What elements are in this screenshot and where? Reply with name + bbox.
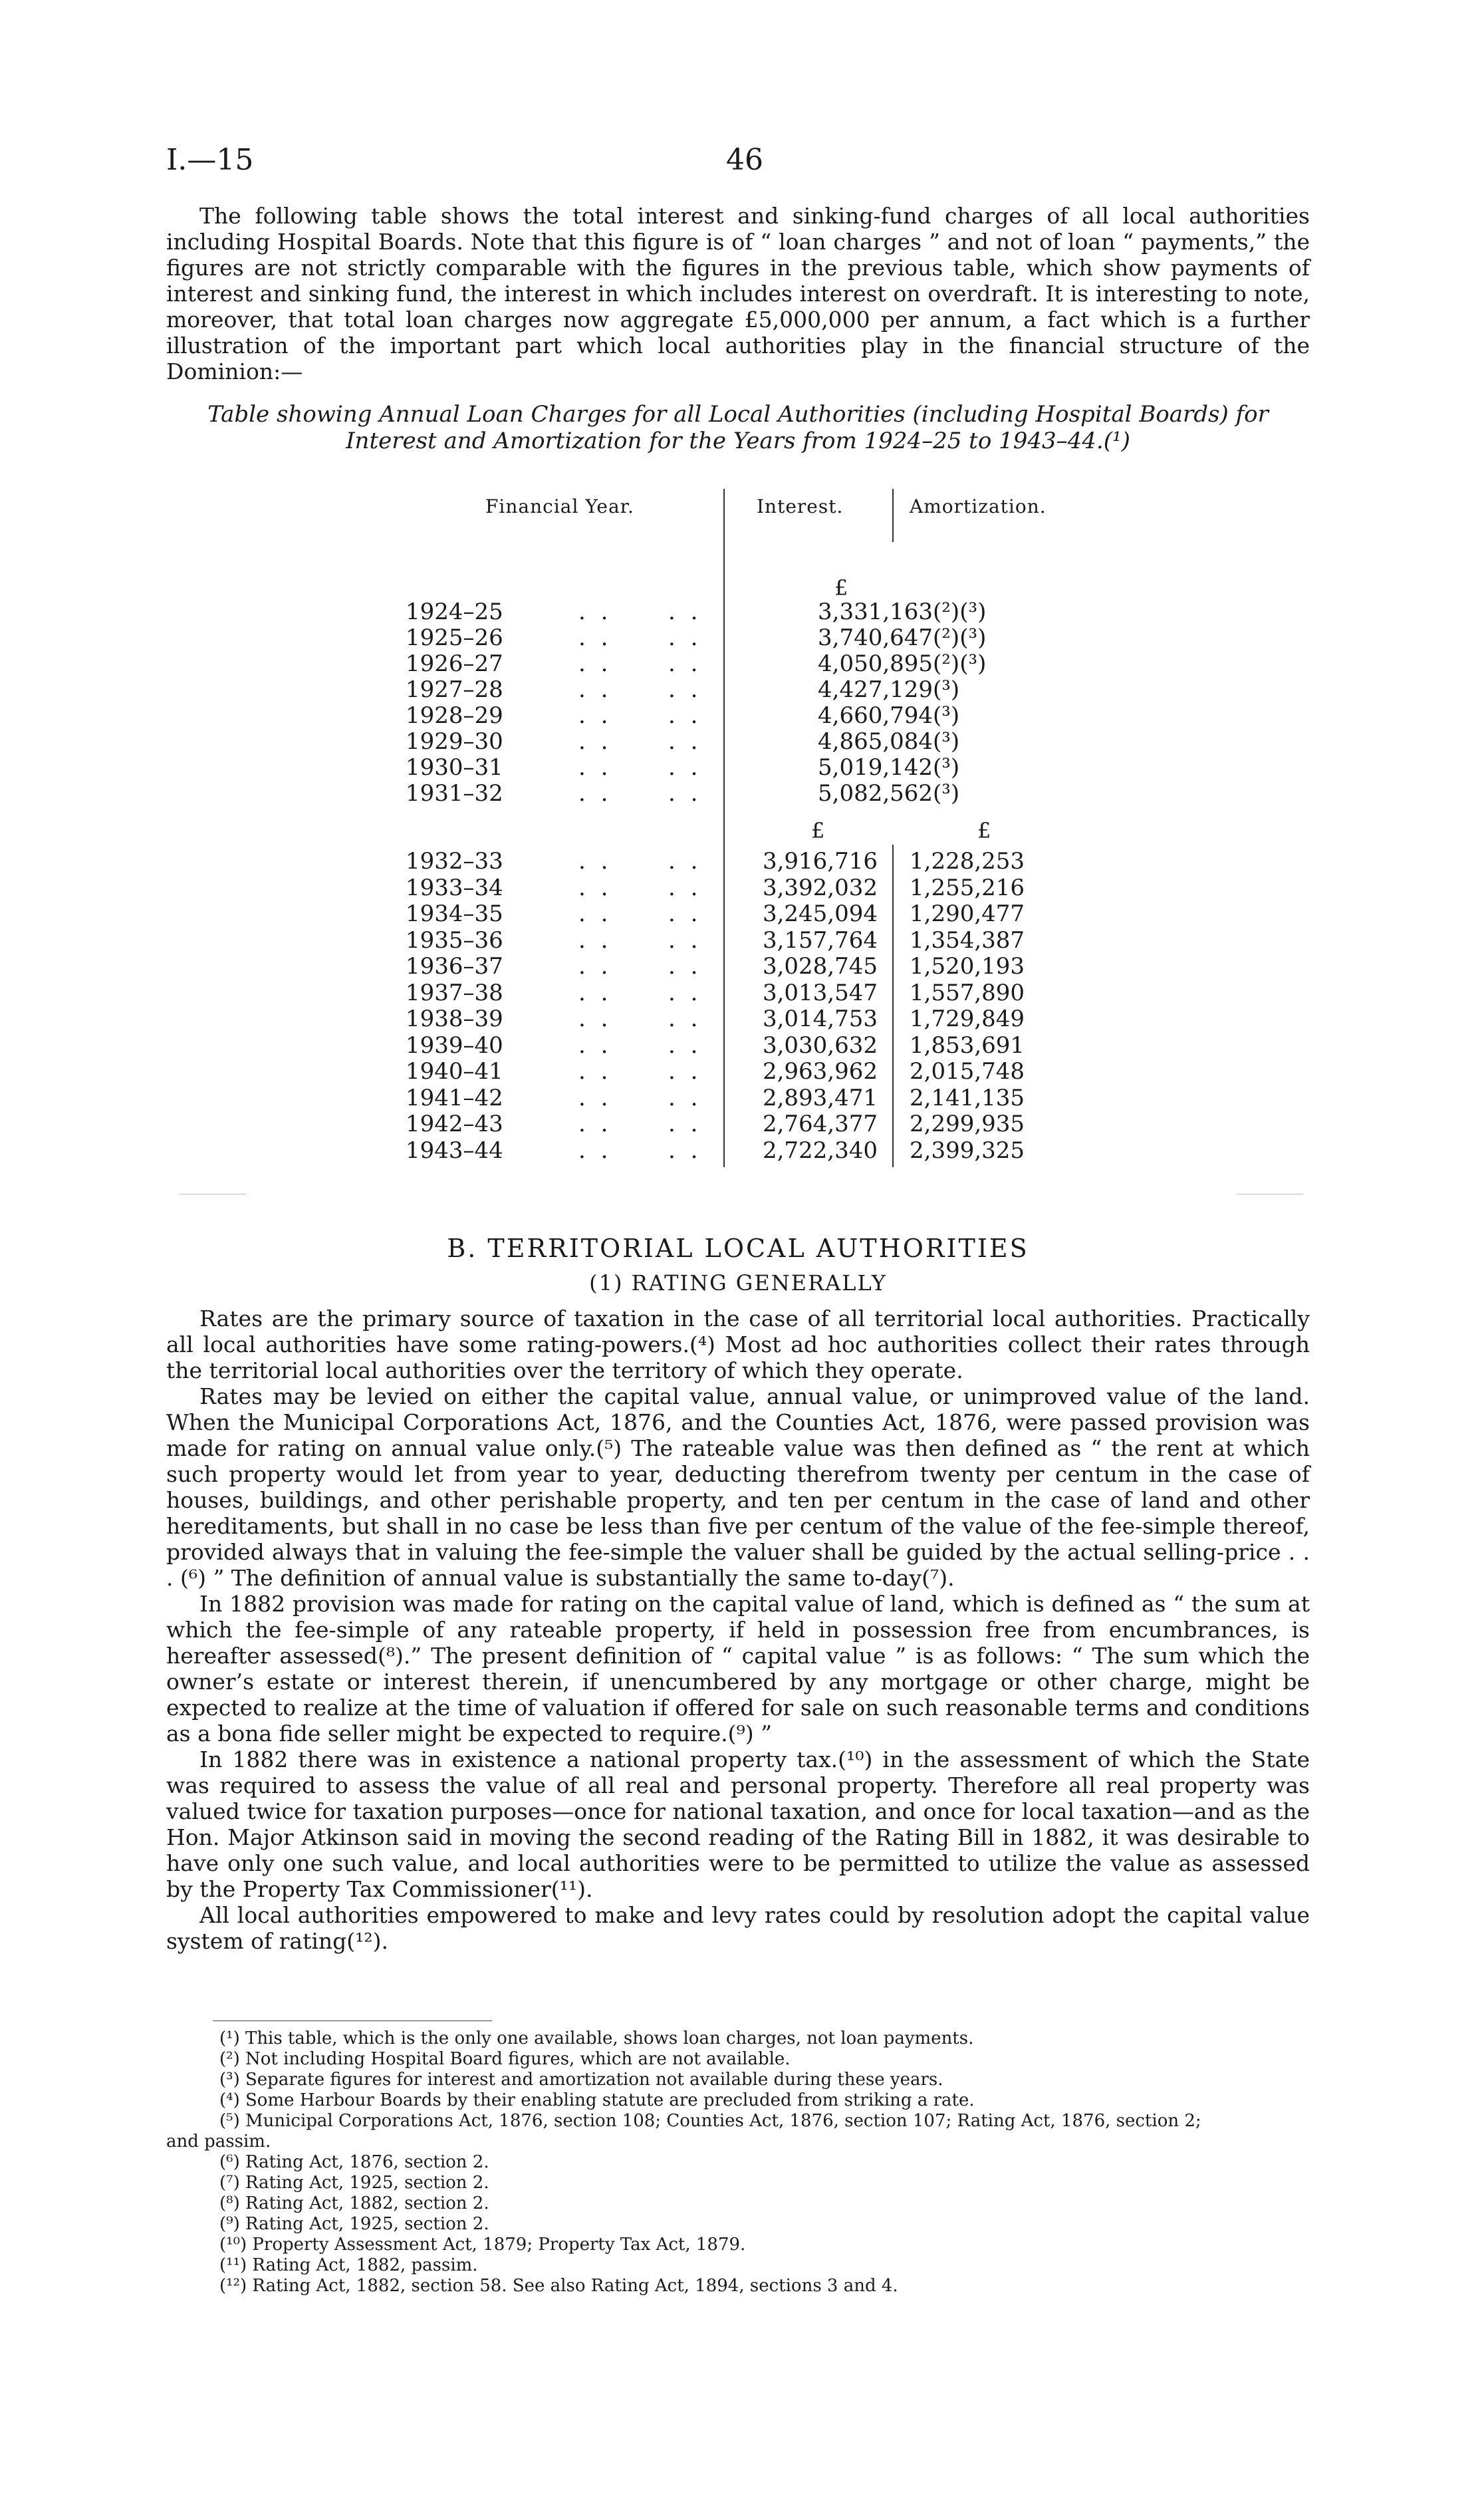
table-row	[399, 980, 1124, 1006]
loan-charge-cell: 3,331,163(²)(³)	[818, 599, 987, 625]
column-divider	[892, 489, 894, 542]
leader-dots: . .	[578, 926, 612, 954]
loan-charge-cell: 4,865,084(³)	[818, 728, 960, 755]
year-cell: 1941–42	[406, 1084, 503, 1111]
footnote: (⁵) Municipal Corporations Act, 1876, section 108; Counties Act, 1876, section 107; Rating Act, 1876, section 2;	[219, 2111, 1201, 2131]
table-row	[399, 1137, 1124, 1164]
column-header-interest: Interest.	[757, 495, 844, 517]
leader-dots: . .	[578, 1084, 612, 1111]
leader-dots: . .	[578, 728, 612, 755]
section-subheading: (1) RATING GENERALLY	[589, 1270, 887, 1296]
amortization-cell: 2,141,135	[910, 1084, 1025, 1111]
interest-cell: 2,893,471	[762, 1084, 878, 1111]
year-cell: 1927–28	[406, 676, 503, 703]
leader-dots: . .	[578, 676, 612, 703]
leader-dots: . .	[578, 1032, 612, 1059]
year-cell: 1925–26	[406, 625, 503, 651]
year-cell: 1934–35	[406, 901, 503, 927]
footnote: (⁴) Some Harbour Boards by their enabling statute are precluded from striking a rate.	[219, 2090, 975, 2110]
amortization-cell: 2,015,748	[910, 1058, 1025, 1085]
leader-dots: . .	[578, 1137, 612, 1164]
footnote: (⁶) Rating Act, 1876, section 2.	[219, 2152, 489, 2172]
interest-cell: 3,157,764	[762, 926, 878, 954]
table-row	[399, 728, 1124, 755]
amortization-cell: 1,729,849	[910, 1006, 1025, 1032]
table-row	[399, 676, 1124, 703]
body-paragraph: Rates may be levied on either the capital value, annual value, or unimproved value of the land. When the Municipal Corporations Act, 1876, and the Counties Act, 1876, were passed provision was made for rating on annual value only.(⁵) The rateable value was then defined as “ the rent at which such property would let from year to year, deducting therefrom twenty per centum in the case of houses, buildings, and other perishable property, and ten per centum in the case of land and other hereditaments, but shall in no case be less than five per centum of the value of the fee-simple thereof, provided always that in valuing the fee-simple the valuer shall be guided by the actual selling-price . . . (⁶) ” The definition of annual value is substantially the same to-day(⁷).	[166, 1383, 1310, 1591]
footnote: (¹⁰) Property Assessment Act, 1879; Property Tax Act, 1879.	[219, 2235, 746, 2255]
table-row	[399, 1085, 1124, 1111]
table-row	[399, 599, 1124, 625]
column-header-year: Financial Year.	[485, 495, 634, 517]
loan-charge-cell: 3,740,647(²)(³)	[818, 625, 987, 651]
intro-paragraph: The following table shows the total interest and sinking-fund charges of all local authorities including Hospital Boards. Note that this figure is of “ loan charges ” and not of loan “ payments,” the figures are not strictly comparable with the figures in the previous table, which show payments of interest and sinking fund, the interest in which includes interest on overdraft. It is interesting to note, moreover, that total loan charges now aggregate £5,000,000 per annum, a fact which is a further illustration of the important part which local authorities play in the financial structure of the Dominion:—	[166, 203, 1310, 384]
body-paragraph: In 1882 provision was made for rating on the capital value of land, which is defined as “ the sum at which the fee-simple of any rateable property, if held in possession free from encumbrances, is hereafter assessed(⁸).” The present definition of “ capital value ” is as follows: “ The sum which the owner’s estate or interest therein, if unencumbered by any mortgage or other charge, might be expected to realize at the time of valuation if offered for sale on such reasonable terms and conditions as a bona fide seller might be expected to require.(⁹) ”	[166, 1591, 1310, 1746]
footnote: (⁹) Rating Act, 1925, section 2.	[219, 2214, 489, 2234]
table-caption: Table showing Annual Loan Charges for all Local Authorities (including Hospital Boards) for Interest and Amortization for the Years from 1924–25 to 1943–44.(¹)	[207, 401, 1269, 454]
leader-dots: . .	[578, 599, 612, 625]
loan-charge-cell: 5,019,142(³)	[818, 754, 960, 781]
amortization-cell: 2,399,325	[910, 1137, 1025, 1164]
interest-cell: 3,028,745	[762, 953, 878, 980]
table-row	[399, 927, 1124, 954]
section-body	[166, 1306, 1310, 1954]
year-cell: 1926–27	[406, 650, 503, 677]
leader-dots: . .	[578, 953, 612, 980]
leader-dots: . .	[668, 1084, 702, 1111]
leader-dots: . .	[668, 780, 702, 807]
loan-charge-cell: 4,050,895(²)(³)	[818, 650, 987, 677]
amortization-cell: 1,290,477	[910, 901, 1025, 927]
interest-cell: 3,392,032	[762, 874, 878, 901]
year-cell: 1924–25	[406, 599, 503, 625]
year-cell: 1937–38	[406, 979, 503, 1006]
footnote-rule	[213, 2020, 492, 2021]
amortization-cell: 1,228,253	[910, 848, 1025, 875]
interest-cell: 3,916,716	[762, 848, 878, 875]
footnote: (³) Separate figures for interest and amortization not available during these years.	[219, 2070, 943, 2090]
amortization-cell: 1,520,193	[910, 953, 1025, 980]
leader-dots: . .	[668, 625, 702, 651]
table-row	[399, 780, 1124, 807]
leader-dots: . .	[578, 848, 612, 875]
leader-dots: . .	[668, 599, 702, 625]
leader-dots: . .	[578, 754, 612, 781]
leader-dots: . .	[578, 650, 612, 677]
leader-dots: . .	[668, 676, 702, 703]
leader-dots: . .	[668, 1006, 702, 1032]
interest-cell: 3,013,547	[762, 979, 878, 1006]
year-cell: 1943–44	[406, 1137, 503, 1164]
document-reference: I.—15	[166, 143, 254, 177]
leader-dots: . .	[578, 979, 612, 1006]
footnote: (²) Not including Hospital Board figures, which are not available.	[219, 2049, 791, 2069]
year-cell: 1939–40	[406, 1032, 503, 1059]
year-cell: 1931–32	[406, 780, 503, 807]
amortization-cell: 1,255,216	[910, 874, 1025, 901]
year-cell: 1942–43	[406, 1111, 503, 1137]
page-number: 46	[726, 143, 763, 177]
table-row	[399, 650, 1124, 677]
footnote: (¹) This table, which is the only one available, shows loan charges, not loan payments.	[219, 2028, 974, 2048]
leader-dots: . .	[578, 702, 612, 729]
table-row	[399, 953, 1124, 980]
leader-dots: . .	[668, 848, 702, 875]
table-row	[399, 1032, 1124, 1059]
table-row	[399, 1006, 1124, 1032]
body-paragraph: In 1882 there was in existence a national property tax.(¹⁰) in the assessment of which the State was required to assess the value of all real and personal property. Therefore all real property was valued twice for taxation purposes—once for national taxation, and once for local taxation—and as the Hon. Major Atkinson said in moving the second reading of the Rating Bill in 1882, it was desirable to have only one such value, and local authorities were to be permitted to utilize the value as assessed by the Property Tax Commissioner(¹¹).	[166, 1746, 1310, 1902]
interest-cell: 3,030,632	[762, 1032, 878, 1059]
leader-dots: . .	[578, 1111, 612, 1137]
leader-dots: . .	[668, 754, 702, 781]
section-heading: B. TERRITORIAL LOCAL AUTHORITIES	[447, 1234, 1029, 1263]
year-cell: 1940–41	[406, 1058, 503, 1085]
table-row	[399, 848, 1124, 875]
column-header-amortization: Amortization.	[910, 495, 1047, 517]
amortization-cell: 2,299,935	[910, 1111, 1025, 1137]
interest-cell: 2,722,340	[762, 1137, 878, 1164]
year-cell: 1933–34	[406, 874, 503, 901]
year-cell: 1938–39	[406, 1006, 503, 1032]
leader-dots: . .	[668, 953, 702, 980]
leader-dots: . .	[668, 1032, 702, 1059]
interest-cell: 3,245,094	[762, 901, 878, 927]
leader-dots: . .	[668, 728, 702, 755]
leader-dots: . .	[578, 901, 612, 927]
table-row	[399, 754, 1124, 781]
table-row	[399, 702, 1124, 729]
leader-dots: . .	[668, 1137, 702, 1164]
body-paragraph: Rates are the primary source of taxation in the case of all territorial local authorities. Practically all local authorities have some rating-powers.(⁴) Most ad hoc authorities collect their rates through the territorial local authorities over the territory of which they operate.	[166, 1306, 1310, 1383]
leader-dots: . .	[668, 1058, 702, 1085]
body-paragraph: All local authorities empowered to make and levy rates could by resolution adopt the capital value system of rating(¹²).	[166, 1902, 1310, 1954]
year-cell: 1932–33	[406, 848, 503, 875]
amortization-cell: 1,557,890	[910, 979, 1025, 1006]
table-row	[399, 1058, 1124, 1085]
leader-dots: . .	[578, 1058, 612, 1085]
interest-cell: 2,963,962	[762, 1058, 878, 1085]
year-cell: 1930–31	[406, 754, 503, 781]
leader-dots: . .	[668, 874, 702, 901]
year-cell: 1936–37	[406, 953, 503, 980]
loan-charge-cell: 4,427,129(³)	[818, 676, 960, 703]
leader-dots: . .	[668, 926, 702, 954]
pound-sign: £	[977, 818, 991, 843]
amortization-cell: 1,354,387	[910, 926, 1025, 954]
leader-dots: . .	[668, 650, 702, 677]
loan-charge-cell: 4,660,794(³)	[818, 702, 960, 729]
footnote: (¹²) Rating Act, 1882, section 58. See also Rating Act, 1894, sections 3 and 4.	[219, 2276, 898, 2296]
leader-dots: . .	[578, 625, 612, 651]
table-row	[399, 625, 1124, 651]
footnotes	[166, 2028, 1310, 2297]
footnote: and passim.	[166, 2132, 271, 2152]
interest-cell: 2,764,377	[762, 1111, 878, 1137]
loan-charge-cell: 5,082,562(³)	[818, 780, 960, 807]
leader-dots: . .	[668, 1111, 702, 1137]
table-row	[399, 875, 1124, 901]
table-row	[399, 901, 1124, 927]
leader-dots: . .	[668, 979, 702, 1006]
interest-cell: 3,014,753	[762, 1006, 878, 1032]
leader-dots: . .	[578, 780, 612, 807]
leader-dots: . .	[668, 702, 702, 729]
pound-sign: £	[811, 818, 825, 843]
leader-dots: . .	[578, 874, 612, 901]
footnote: (⁸) Rating Act, 1882, section 2.	[219, 2193, 489, 2213]
amortization-cell: 1,853,691	[910, 1032, 1025, 1059]
table-row	[399, 1111, 1124, 1137]
footnote: (⁷) Rating Act, 1925, section 2.	[219, 2173, 489, 2193]
year-cell: 1935–36	[406, 926, 503, 954]
footnote: (¹¹) Rating Act, 1882, passim.	[219, 2255, 478, 2275]
year-cell: 1929–30	[406, 728, 503, 755]
year-cell: 1928–29	[406, 702, 503, 729]
leader-dots: . .	[578, 1006, 612, 1032]
pound-sign: £	[834, 575, 848, 601]
leader-dots: . .	[668, 901, 702, 927]
